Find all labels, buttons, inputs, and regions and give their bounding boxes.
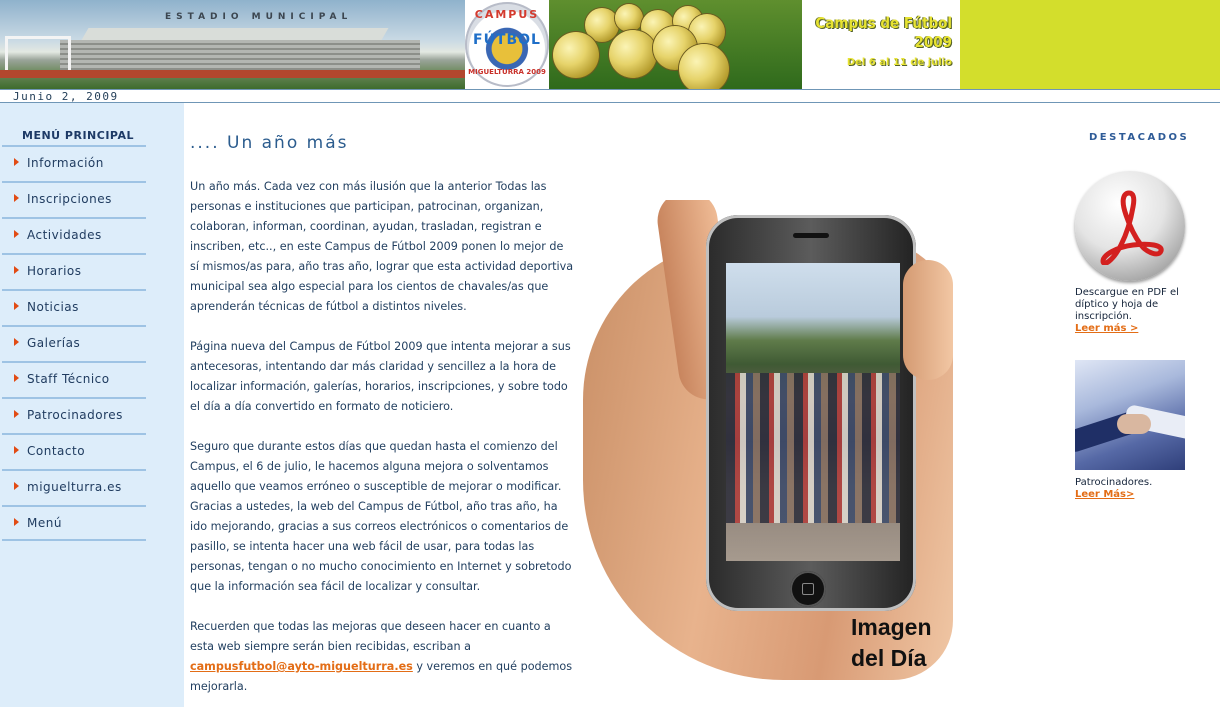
current-date: Junio 2, 2009 [13,90,119,103]
arrow-right-icon [14,374,19,382]
arrow-right-icon [14,302,19,310]
promo-title: Campus de Fútbol [815,14,952,32]
sidebar-item-label[interactable]: Noticias [27,300,79,314]
sidebar-item-label[interactable]: Galerías [27,336,81,350]
stadium-photo [0,0,465,89]
finger-shape [903,260,953,380]
image-of-the-day-label [851,612,932,674]
header-banner [0,0,1220,89]
sidebar-item-label[interactable]: Menú [27,516,62,530]
sponsors-block [1075,477,1215,501]
article-paragraph: Seguro que durante estos días que quedan hasta el comienzo del Campus, el 6 de julio, le hacemos alguna mejora o solventamos aquello que veamos erróneo o susceptible de mejorar o modificar. Gracias a ustedes, la web del Campus de Fútbol, año tras año, ha ido mejorando, gracias a sus correos electrónicos o comentarios de pasillo, se intenta hacer una web fácil de usar, para todas las personas, tengan o no mucho conocimiento en Internet y sobretodo que la información sea fácil de localizar y consultar. [190,440,572,593]
sidebar-item-actividades[interactable] [2,217,146,253]
arrow-right-icon [14,410,19,418]
footballs-photo [549,0,802,89]
arrow-right-icon [14,158,19,166]
logo-text-campus: CAMPUS [474,8,540,21]
phone-speaker [793,233,829,238]
arrow-right-icon [14,266,19,274]
article-body [190,177,575,717]
sidebar-item-label[interactable]: Staff Técnico [27,372,110,386]
sidebar-item-label[interactable]: Inscripciones [27,192,112,206]
arrow-right-icon [14,194,19,202]
arrow-right-icon [14,482,19,490]
sidebar-item-label[interactable]: Patrocinadores [27,408,123,422]
logo-text-town: MIGUELTURRA 2009 [468,68,546,76]
label-line: Imagen [851,614,932,640]
handshake-image[interactable] [1075,360,1185,470]
arrow-right-icon [14,230,19,238]
pdf-description: Descargue en PDF el díptico y hoja de inscripción. [1075,287,1179,322]
sidebar-item-label[interactable]: Información [27,156,104,170]
sidebar-item-label[interactable]: Contacto [27,444,86,458]
sidebar-item-contacto[interactable] [2,433,146,469]
sidebar-item-patrocinadores[interactable] [2,397,146,433]
contact-email-link[interactable]: campusfutbol@ayto-miguelturra.es [190,660,413,673]
pdf-download-block [1075,287,1215,335]
article-paragraph: Un año más. Cada vez con más ilusión que la anterior Todas las personas e instituciones que participan, patrocinan, organizan, colaboran, informan, coordinan, ayudan, trasladan, registran e inscriben, etc.., en este Campus de Fútbol 2009 ponen lo mejor de sí mismos/as para, año tras año, lograr que esta actividad deportiva municipal sea algo especial para los cientos de chavales/as que aprenderán técnicas de fútbol a distintos niveles. [190,180,574,313]
crowd-photo [726,373,900,523]
sidebar-item-horarios[interactable] [2,253,146,289]
logo-text-futbol: FÚTBOL [473,32,541,48]
menu-title: MENÚ PRINCIPAL [22,129,134,142]
arrow-right-icon [14,446,19,454]
sidebar-item-label[interactable]: miguelturra.es [27,480,122,494]
banner-accent-block [960,0,1220,89]
stadium-title: ESTADIO MUNICIPAL [165,12,353,22]
phone-illustration [706,215,916,611]
article-paragraph: Página nueva del Campus de Fútbol 2009 que intenta mejorar a sus antecesoras, intentando dar más claridad y sencillez a la hora de localizar información, galerías, horarios, inscripciones, y sobre todo el día a día convertido en formato de noticiero. [190,340,571,413]
arrow-right-icon [14,338,19,346]
acrobat-icon [1093,187,1167,265]
phone-screen-photo [726,263,900,561]
main-menu [2,145,146,541]
sidebar-item-inscripciones[interactable] [2,181,146,217]
featured-title: DESTACADOS [1089,132,1190,143]
promo-box [802,0,960,89]
pdf-icon[interactable] [1075,171,1185,281]
campus-logo [465,2,549,87]
promo-dates: Del 6 al 11 de julio [846,57,952,68]
sidebar-item-label[interactable]: Horarios [27,264,82,278]
paragraph-text: y veremos en qué podemos mejorarla. [190,660,573,693]
article-paragraph [190,617,575,697]
image-of-the-day[interactable] [573,200,973,682]
promo-year: 2009 [914,33,952,51]
sponsors-description: Patrocinadores. [1075,477,1153,488]
pdf-read-more-link[interactable]: Leer más > [1075,323,1139,334]
label-line: del Día [851,645,927,671]
sidebar-item-noticias[interactable] [2,289,146,325]
arrow-right-icon [14,518,19,526]
home-button-icon [790,571,826,607]
date-bar [0,89,1220,103]
sidebar-item-informacion[interactable] [2,145,146,181]
sidebar-item-miguelturra[interactable] [2,469,146,505]
sidebar-item-label[interactable]: Actividades [27,228,102,242]
sponsors-read-more-link[interactable]: Leer Más> [1075,489,1135,500]
sidebar-item-galerias[interactable] [2,325,146,361]
sidebar-item-menu[interactable] [2,505,146,541]
article-title: .... Un año más [190,133,349,153]
sidebar-item-staff[interactable] [2,361,146,397]
paragraph-text: Recuerden que todas las mejoras que deseen hacer en cuanto a esta web siempre serán bien recibidas, escriban a [190,620,551,653]
sidebar [0,103,184,707]
